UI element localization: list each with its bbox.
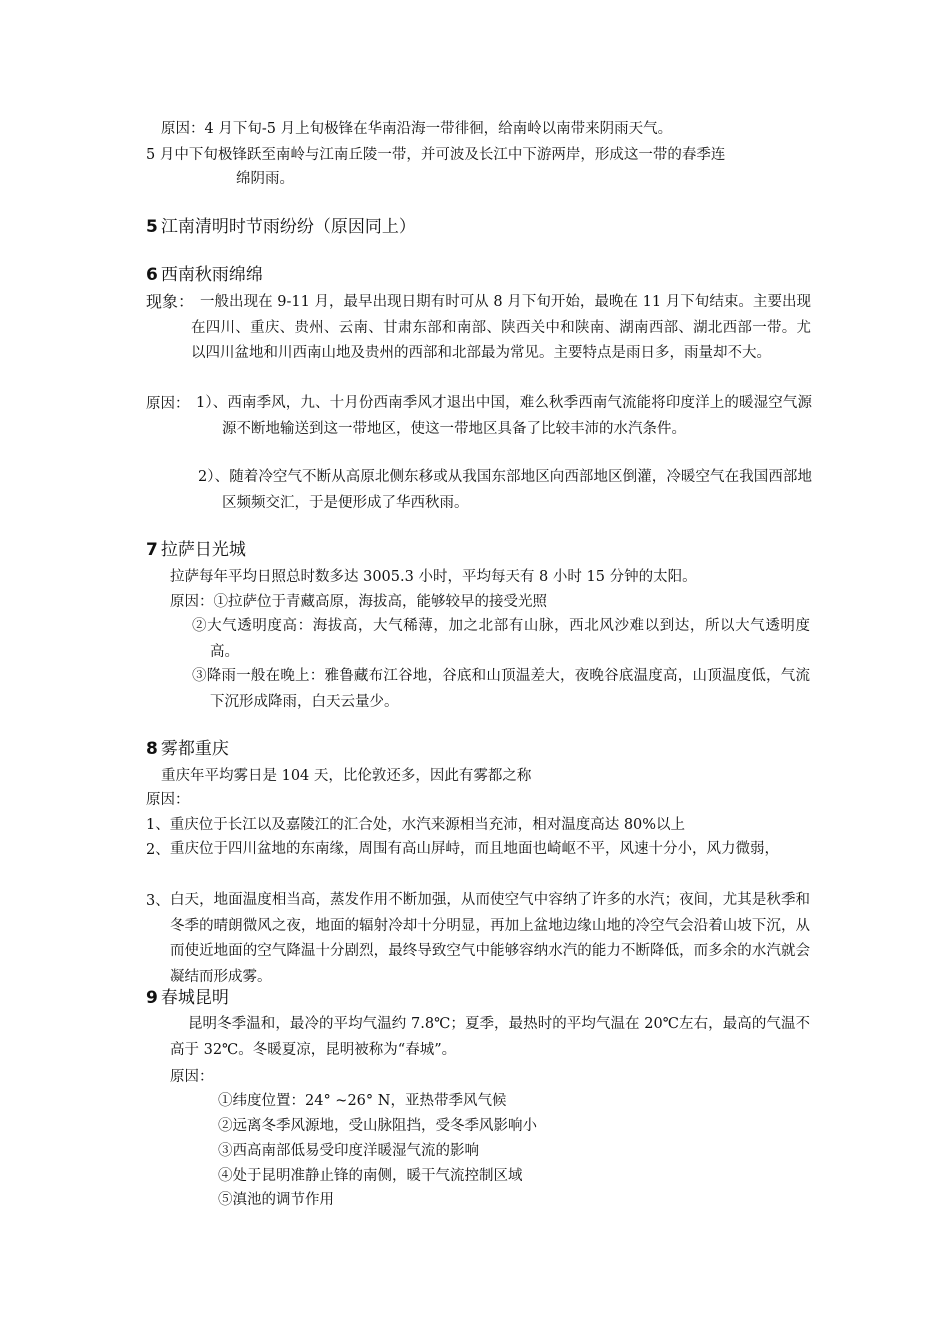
s6-heading: [146, 264, 263, 286]
s7-cause-3: ③降雨一般在晚上：雅鲁藏布江谷地，谷底和山顶温差大，夜晚谷底温度高，山顶温度低，气流下沉形成降雨，白天云量少。: [192, 668, 810, 710]
s7-cause-2: ②大气透明度高：海拔高，大气稀薄，加之北部有山脉，西北风沙难以到达，所以大气透明度高。: [192, 618, 810, 660]
s8-cause-2-number: 2、: [146, 842, 170, 858]
s9-cause-item: ⑤滇池的调节作用: [218, 1192, 334, 1208]
s8-intro: 重庆年平均雾日是 104 天，比伦敦还多，因此有雾都之称: [161, 768, 532, 784]
s6-cause-1: 1）、西南季风，九、十月份西南季风才退出中国，难么秋季西南气流能将印度洋上的暖湿空气源源不断地输送到这一带地区，使这一带地区具备了比较丰沛的水汽条件。: [196, 395, 812, 437]
s5-number: 5: [146, 217, 158, 237]
s9-cause-item: ②远离冬季风源地，受山脉阻挡，受冬季风影响小: [218, 1118, 537, 1134]
s4-cause-line: 原因：4 月下旬-5 月上旬极锋在华南沿海一带徘徊，给南岭以南带来阴雨天气。: [161, 121, 673, 137]
s7-intro: 拉萨每年平均日照总时数多达 3005.3 小时，平均每天有 8 小时 15 分钟的太阳。: [170, 569, 697, 585]
s6-phenomenon-label: 现象：: [146, 292, 195, 311]
s9-heading: [146, 987, 229, 1009]
s5-heading: [146, 216, 416, 238]
s9-number: 9: [146, 988, 158, 1008]
s8-cause-2: 重庆位于四川盆地的东南缘，周围有高山屏峙，而且地面也崎岖不平，风速十分小，风力微弱，: [170, 841, 779, 857]
s7-number: 7: [146, 540, 158, 560]
s4-line-3: 绵阴雨。: [236, 171, 294, 187]
s8-cause-1: 1、重庆位于长江以及嘉陵江的汇合处，水汽来源相当充沛，相对温度高达 80%以上: [146, 817, 686, 833]
s6-phenomenon-text: 一般出现在 9-11 月，最早出现日期有时可从 8 月下旬开始，最晚在 11 月下旬结束。主要出现在四川、重庆、贵州、云南、甘肃东部和南部、陕西关中和陕南、湖南西部、湖北西部一带。尤以四川盆地和川西南山地及贵州的西部和北部最为常见。主要特点是雨日多，雨量却不大。: [191, 294, 811, 361]
s8-cause-label: 原因：: [146, 792, 190, 808]
s7-cause-1: 原因：①拉萨位于青藏高原，海拔高，能够较早的接受光照: [170, 594, 547, 610]
s8-title: 雾都重庆: [160, 739, 229, 759]
s5-title: 江南清明时节雨纷纷（原因同上）: [160, 217, 416, 237]
s9-cause-item: ③西高南部低易受印度洋暖湿气流的影响: [218, 1143, 479, 1159]
s6-cause-2: 2）、随着冷空气不断从高原北侧东移或从我国东部地区向西部地区倒灌，冷暖空气在我国西部地区频频交汇，于是便形成了华西秋雨。: [198, 469, 812, 511]
s8-heading: [146, 738, 229, 760]
s9-cause-item: ①纬度位置：24° ~26° N，亚热带季风气候: [218, 1093, 507, 1109]
s9-title: 春城昆明: [160, 988, 229, 1008]
s4-line-2: 5 月中下旬极锋跃至南岭与江南丘陵一带，并可波及长江中下游两岸，形成这一带的春季连: [146, 147, 726, 163]
s6-title: 西南秋雨绵绵: [160, 265, 263, 285]
s9-intro: 昆明冬季温和，最冷的平均气温约 7.8℃；夏季，最热时的平均气温在 20℃左右，最高的气温不高于 32℃。冬暖夏凉，昆明被称为“春城”。: [170, 1016, 810, 1058]
s7-heading: [146, 539, 246, 561]
s6-cause-label: 原因：: [146, 396, 190, 412]
s8-cause-3: 白天，地面温度相当高，蒸发作用不断加强，从而使空气中容纳了许多的水汽；夜间，尤其是秋季和冬季的晴朗微风之夜，地面的辐射冷却十分明显，再加上盆地边缘山地的冷空气会沿着山坡下沉，从而使近地面的空气降温十分剧烈，最终导致空气中能够容纳水汽的能力不断降低，而多余的水汽就会凝结而形成雾。: [170, 892, 810, 985]
s8-cause-3-number: 3、: [146, 893, 170, 909]
s8-number: 8: [146, 739, 158, 759]
s7-title: 拉萨日光城: [160, 540, 246, 560]
s9-cause-label: 原因：: [170, 1069, 214, 1085]
s6-number: 6: [146, 265, 158, 285]
s9-cause-item: ④处于昆明准静止锋的南侧，暖干气流控制区域: [218, 1168, 523, 1184]
